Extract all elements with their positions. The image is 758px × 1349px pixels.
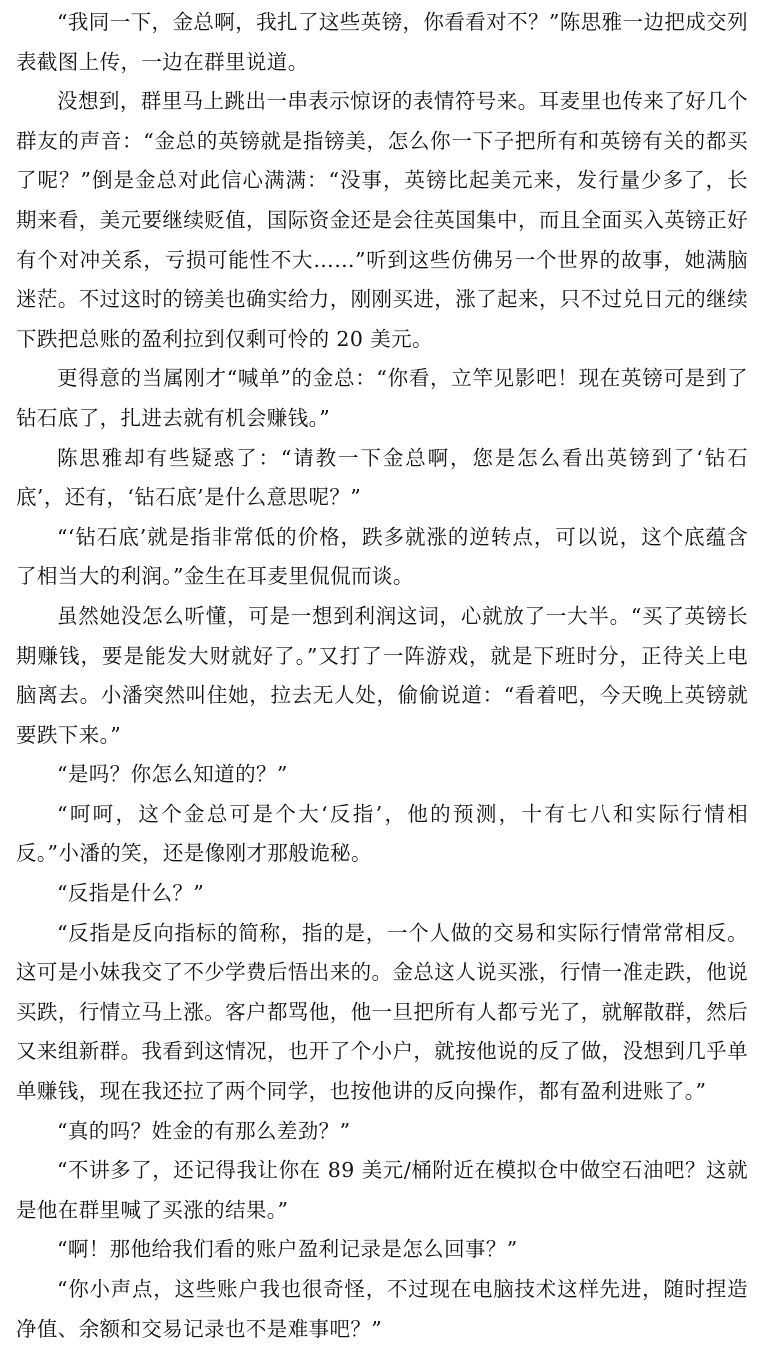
paragraph: 陈思雅却有些疑惑了：“请教一下金总啊，您是怎么看出英镑到了‘钻石底’，还有，‘钻石底’是什么意思呢？” — [16, 445, 748, 510]
paragraph: “呵呵，这个金总可是个大‘反指’，他的预测，十有七八和实际行情相反。”小潘的笑，还是像刚才那般诡秘。 — [16, 801, 748, 866]
paragraph: 没想到，群里马上跳出一串表示惊讶的表情符号来。耳麦里也传来了好几个群友的声音：“金总的英镑就是指镑美，怎么你一下子把所有和英镑有关的都买了呢？”倒是金总对此信心满满：“没事，英镑比起美元来，发行量少多了，长期来看，美元要继续贬值，国际资金还是会往英国集中，而且全面买入英镑正好有个对冲关系，亏损可能性不大……”听到这些仿佛另一个世界的故事，她满脑迷茫。不过这时的镑美也确实给力，刚刚买进，涨了起来，只不过兑日元的继续下跌把总账的盈利拉到仅剩可怜的 20 美元。 — [16, 89, 748, 351]
paragraph: “我同一下，金总啊，我扎了这些英镑，你看看对不？”陈思雅一边把成交列表截图上传，一边在群里说道。 — [16, 10, 748, 74]
paragraph: “啊！那他给我们看的账户盈利记录是怎么回事？” — [57, 1237, 518, 1262]
paragraph: 虽然她没怎么听懂，可是一想到利润这词，心就放了一大半。“买了英镑长期赚钱，要是能发大财就好了。”又打了一阵游戏，就是下班时分，正待关上电脑离去。小潘突然叫住她，拉去无人处，偷偷说道：“看着吧，今天晚上英镑就要跌下来。” — [16, 603, 748, 747]
paragraph: “你小声点，这些账户我也很奇怪，不过现在电脑技术这样先进，随时捏造净值、余额和交易记录也不是难事吧？” — [16, 1277, 748, 1341]
paragraph: “反指是反向指标的简称，指的是，一个人做的交易和实际行情常常相反。这可是小妹我交了不少学费后悟出来的。金总这人说买涨，行情一准走跌，他说买跌，行情立马上涨。客户都骂他，他一旦把所有人都亏光了，就解散群，然后又来组新群。我看到这情况，也开了个小户，就按他说的反了做，没想到几乎单单赚钱，现在我还拉了两个同学，也按他讲的反向操作，都有盈利进账了。” — [16, 920, 748, 1104]
paragraph: 更得意的当属刚才“喊单”的金总：“你看，立竿见影吧！现在英镑可是到了钻石底了，扎进去就有机会赚钱。” — [16, 366, 748, 430]
paragraph: “是吗？你怎么知道的？” — [57, 762, 288, 787]
paragraph: “反指是什么？” — [57, 881, 205, 906]
paragraph: “不讲多了，还记得我让你在 89 美元/桶附近在模拟仓中做空石油吧？这就是他在群里喊了买涨的结果。” — [16, 1158, 748, 1222]
paragraph: “真的吗？姓金的有那么差劲？” — [57, 1118, 351, 1143]
document-page — [16, 3, 748, 1349]
paragraph: “‘钻石底’就是指非常低的价格，跌多就涨的逆转点，可以说，这个底蕴含了相当大的利润。”金生在耳麦里侃侃而谈。 — [16, 524, 748, 589]
